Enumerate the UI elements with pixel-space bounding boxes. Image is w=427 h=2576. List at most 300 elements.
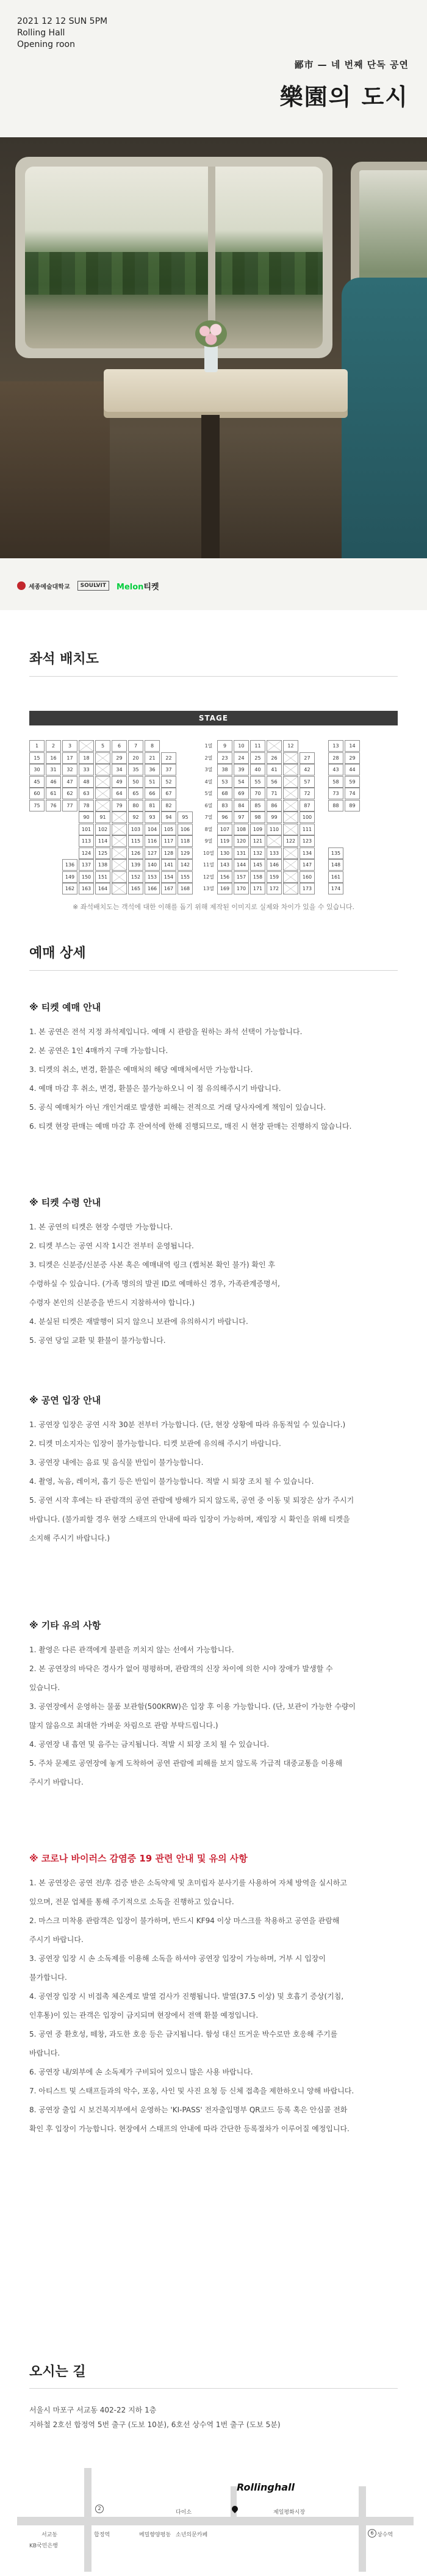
train-seat (342, 278, 427, 558)
seat[interactable]: 88 (328, 800, 343, 811)
row-label: 7열 (204, 815, 213, 820)
divider (29, 2388, 398, 2389)
seat[interactable]: 62 (62, 788, 77, 799)
aisle-cell (95, 752, 110, 764)
seat[interactable]: 161 (328, 871, 343, 883)
seat[interactable]: 59 (345, 776, 360, 788)
seat[interactable]: 110 (267, 824, 282, 835)
seat[interactable]: 31 (46, 764, 61, 775)
detail-heading: ※ 공연 입장 안내 (29, 1395, 101, 1406)
empty-cell (345, 883, 360, 894)
seat[interactable]: 109 (250, 824, 265, 835)
detail-heading: ※ 코로나 바이러스 감염증 19 관련 안내 및 유의 사항 (29, 1853, 248, 1864)
aisle-cell (79, 740, 94, 752)
empty-cell (345, 835, 360, 847)
aisle-cell (267, 835, 282, 847)
detail-line: 4. 공연장 내 흡연 및 음주는 금지됩니다. 적발 시 퇴장 조치 될 수 있습니다. (29, 1740, 270, 1749)
seat[interactable]: 77 (62, 800, 77, 811)
seat[interactable]: 90 (79, 811, 94, 823)
detail-line: 2. 본 공연장의 바닥은 경사가 없어 평평하며, 관람객의 신장 차이에 의한 시야 장애가 발생할 수 (29, 1664, 333, 1673)
seat[interactable]: 106 (178, 824, 193, 835)
seat[interactable]: 68 (217, 788, 232, 799)
detail-line: 3. 공연장 내에는 음료 및 음식물 반입이 불가능합니다. (29, 1458, 204, 1467)
detail-line: 수령하실 수 있습니다. (가족 명의의 발권 ID로 예매하신 경우, 가족관계증명서, (29, 1279, 280, 1288)
seat[interactable]: 117 (161, 835, 176, 847)
seat[interactable]: 52 (161, 776, 176, 788)
seat[interactable]: 91 (95, 811, 110, 823)
seat[interactable]: 22 (161, 752, 176, 764)
seat[interactable]: 111 (300, 824, 315, 835)
empty-cell (62, 835, 77, 847)
empty-cell (29, 847, 45, 859)
seat[interactable]: 138 (95, 859, 110, 871)
map-label: 소년의문카페 (176, 2532, 208, 2538)
seat[interactable]: 121 (250, 835, 265, 847)
poster-info (17, 16, 107, 51)
empty-cell (62, 811, 77, 823)
seat[interactable]: 126 (128, 847, 143, 859)
seat[interactable]: 142 (178, 859, 193, 871)
seat[interactable]: 83 (217, 800, 232, 811)
seat[interactable]: 7 (128, 740, 143, 752)
seat[interactable]: 18 (79, 752, 94, 764)
detail-heading: ※ 기타 유의 사항 (29, 1620, 101, 1631)
seat[interactable]: 20 (128, 752, 143, 764)
seat[interactable]: 12 (283, 740, 298, 752)
seat[interactable]: 107 (217, 824, 232, 835)
map-label: 합정역 (94, 2532, 110, 2538)
detail-line: 1. 본 공연장은 공연 전/후 검증 받은 소독약제 및 초미립자 분사기를 사용하여 자체 방역을 실시하고 (29, 1879, 347, 1887)
subway-line-6-icon: 6 (368, 2529, 376, 2538)
empty-cell (46, 835, 61, 847)
empty-cell (345, 811, 360, 823)
seat[interactable]: 24 (234, 752, 249, 764)
seat[interactable]: 30 (29, 764, 45, 775)
seat[interactable]: 29 (112, 752, 127, 764)
poster-title: 樂園의 도시 (279, 83, 409, 110)
transit-line: 지하철 2호선 합정역 5번 출구 (도보 10분), 6호선 상수역 1번 출구 (도보 5분) (29, 2420, 281, 2429)
seat[interactable]: 118 (178, 835, 193, 847)
seat[interactable]: 135 (328, 847, 343, 859)
seat[interactable]: 81 (145, 800, 160, 811)
seat[interactable]: 41 (267, 764, 282, 775)
details-title: 예매 상세 (29, 946, 86, 961)
seat[interactable]: 69 (234, 788, 249, 799)
seat[interactable]: 65 (128, 788, 143, 799)
seat[interactable]: 145 (250, 859, 265, 871)
seat[interactable]: 148 (328, 859, 343, 871)
map-label: KB국민은행 (29, 2543, 58, 2549)
seat[interactable]: 104 (145, 824, 160, 835)
melon-ticket-logo: Melon티켓 (117, 582, 159, 592)
seat[interactable]: 60 (29, 788, 45, 799)
seat[interactable]: 50 (128, 776, 143, 788)
seat[interactable]: 5 (95, 740, 110, 752)
detail-line: 5. 공연 당일 교환 및 환불이 불가능합니다. (29, 1336, 166, 1345)
row-label: 12열 (203, 874, 214, 880)
detail-line: 2. 본 공연은 1인 4매까지 구매 가능합니다. (29, 1046, 168, 1055)
detail-line: 3. 공연장에서 운영하는 물품 보관함(500KRW)은 입장 후 이용 가능합니다. (단, 보관이 가능한 수량이 (29, 1702, 356, 1711)
seat[interactable]: 173 (300, 883, 315, 894)
detail-paragraph (29, 1874, 401, 2139)
detail-paragraph (29, 1218, 401, 1350)
detail-line: 6. 공연장 내/외부에 손 소독제가 구비되어 있으니 많은 사용 바랍니다. (29, 2068, 253, 2076)
seat[interactable]: 174 (328, 883, 343, 894)
seat-map (29, 711, 398, 894)
seat[interactable]: 89 (345, 800, 360, 811)
seat[interactable]: 54 (234, 776, 249, 788)
seat[interactable]: 122 (283, 835, 298, 847)
seat[interactable]: 71 (267, 788, 282, 799)
seat[interactable]: 27 (300, 752, 315, 764)
empty-cell (46, 847, 61, 859)
aisle-cell (112, 835, 127, 847)
seat[interactable]: 101 (79, 824, 94, 835)
seat[interactable]: 170 (234, 883, 249, 894)
detail-line: 2. 티켓 미소지자는 입장이 불가능합니다. 티켓 보관에 유의해 주시기 바랍니다. (29, 1439, 281, 1448)
seat[interactable]: 72 (300, 788, 315, 799)
map-label: 메밀향양평동 (139, 2532, 171, 2538)
seat[interactable]: 162 (62, 883, 77, 894)
empty-cell (46, 871, 61, 883)
seat[interactable]: 146 (267, 859, 282, 871)
empty-cell (62, 847, 77, 859)
row-label: 5열 (204, 791, 213, 796)
detail-line: 1. 촬영은 다른 관객에게 불편을 끼치지 않는 선에서 가능합니다. (29, 1646, 234, 1654)
seat[interactable]: 140 (145, 859, 160, 871)
seat[interactable]: 160 (300, 871, 315, 883)
row-label: 4열 (204, 779, 213, 785)
seat[interactable]: 70 (250, 788, 265, 799)
seat[interactable]: 149 (62, 871, 77, 883)
empty-cell (300, 740, 315, 752)
aisle-cell (283, 776, 298, 788)
seat[interactable]: 172 (267, 883, 282, 894)
divider (29, 676, 398, 677)
seat[interactable]: 134 (300, 847, 315, 859)
poster-venue: Rolling Hall (17, 28, 65, 38)
row-label: 11열 (203, 862, 214, 868)
detail-paragraph (29, 1641, 401, 1792)
aisle-cell (283, 883, 298, 894)
detail-line: 소지해 주시기 바랍니다.) (29, 1534, 110, 1542)
seat[interactable]: 6 (112, 740, 127, 752)
seat[interactable]: 23 (217, 752, 232, 764)
aisle-cell (283, 764, 298, 775)
directions-title: 오시는 길 (29, 2364, 86, 2380)
seat[interactable]: 57 (300, 776, 315, 788)
seat[interactable]: 44 (345, 764, 360, 775)
seat[interactable]: 66 (145, 788, 160, 799)
seat[interactable]: 155 (178, 871, 193, 883)
seat[interactable]: 36 (145, 764, 160, 775)
seat[interactable]: 102 (95, 824, 110, 835)
seat[interactable]: 166 (145, 883, 160, 894)
empty-cell (328, 811, 343, 823)
seat[interactable]: 1 (29, 740, 45, 752)
seat[interactable]: 125 (95, 847, 110, 859)
seat[interactable]: 13 (328, 740, 343, 752)
detail-line: 불가합니다. (29, 1973, 67, 1982)
side-road (84, 2468, 92, 2572)
detail-line: 주시기 바랍니다. (29, 1778, 84, 1786)
train-window-photo (0, 137, 427, 558)
seat[interactable]: 53 (217, 776, 232, 788)
poster-date: 2021 12 12 SUN 5PM (17, 16, 108, 26)
detail-line: 있습니다. (29, 1683, 60, 1692)
empty-cell (46, 811, 61, 823)
row-label: 9열 (204, 838, 213, 844)
seat[interactable]: 119 (217, 835, 232, 847)
aisle-cell (112, 847, 127, 859)
seat[interactable]: 46 (46, 776, 61, 788)
seat[interactable]: 123 (300, 835, 315, 847)
seat[interactable]: 114 (95, 835, 110, 847)
seat[interactable]: 108 (234, 824, 249, 835)
seat[interactable]: 64 (112, 788, 127, 799)
seat[interactable]: 87 (300, 800, 315, 811)
seat[interactable]: 120 (234, 835, 249, 847)
detail-line: 바랍니다. (불가피할 경우 현장 스태프의 안내에 따라 입장이 가능하며, 재입장 시 확인을 위해 티켓을 (29, 1515, 350, 1524)
seat[interactable]: 10 (234, 740, 249, 752)
detail-line: 5. 공식 예매처가 아닌 개인거래로 발생한 피해는 전적으로 거래 당사자에게 책임이 있습니다. (29, 1103, 326, 1112)
empty-cell (29, 871, 45, 883)
empty-cell (29, 824, 45, 835)
seat[interactable]: 35 (128, 764, 143, 775)
detail-line: 3. 티켓의 취소, 변경, 환불은 예매처의 해당 예매처에서만 가능합니다. (29, 1065, 253, 1074)
seat[interactable]: 154 (161, 871, 176, 883)
empty-cell (62, 824, 77, 835)
seat[interactable]: 127 (145, 847, 160, 859)
seat[interactable]: 136 (62, 859, 77, 871)
detail-line: 8. 공연장 출입 시 보건복지부에서 운영하는 'KI-PASS' 전자출입명부 QR코드 등록 혹은 안심콜 전화 (29, 2106, 348, 2114)
empty-cell (29, 811, 45, 823)
detail-line: 많지 않음으로 최대한 가벼운 차림으로 관람 부탁드립니다.) (29, 1721, 218, 1730)
seat[interactable]: 150 (79, 871, 94, 883)
empty-cell (29, 835, 45, 847)
row-label: 8열 (204, 826, 213, 832)
seat[interactable]: 169 (217, 883, 232, 894)
divider (29, 970, 398, 971)
detail-line: 있으며, 전문 업체를 통해 주기적으로 소독을 진행하고 있습니다. (29, 1898, 234, 1906)
seat[interactable]: 143 (217, 859, 232, 871)
aisle-cell (112, 871, 127, 883)
seat[interactable]: 93 (145, 811, 160, 823)
aisle-cell (283, 871, 298, 883)
aisle-cell (267, 740, 282, 752)
seat[interactable]: 137 (79, 859, 94, 871)
empty-cell (345, 847, 360, 859)
seat[interactable]: 43 (328, 764, 343, 775)
seat[interactable]: 147 (300, 859, 315, 871)
detail-line: 7. 아티스트 및 스태프들과의 악수, 포옹, 사인 및 사진 요청 등 신체 접촉을 제한하오니 양해 바랍니다. (29, 2087, 354, 2095)
aisle-cell (283, 811, 298, 823)
seat[interactable]: 86 (267, 800, 282, 811)
seat[interactable]: 32 (62, 764, 77, 775)
seat[interactable]: 92 (128, 811, 143, 823)
seat[interactable]: 84 (234, 800, 249, 811)
empty-cell (29, 883, 45, 894)
seat[interactable]: 38 (217, 764, 232, 775)
seat[interactable]: 151 (95, 871, 110, 883)
detail-line: 인후통)이 있는 관객은 입장이 금지되며 현장에서 전액 환불 예정입니다. (29, 2011, 259, 2020)
seat[interactable]: 74 (345, 788, 360, 799)
seat[interactable]: 171 (250, 883, 265, 894)
aisle-cell (112, 824, 127, 835)
detail-line: 주시기 바랍니다. (29, 1935, 84, 1944)
seat[interactable]: 25 (250, 752, 265, 764)
seat[interactable]: 95 (178, 811, 193, 823)
seat[interactable]: 131 (234, 847, 249, 859)
aisle-cell (283, 847, 298, 859)
seat[interactable]: 153 (145, 871, 160, 883)
sejong-mark-icon (17, 581, 26, 590)
seat[interactable]: 78 (79, 800, 94, 811)
detail-line: 6. 티켓 현장 판매는 예매 마감 후 잔여석에 한해 진행되므로, 매진 시 현장 판매는 진행하지 않습니다. (29, 1122, 352, 1131)
aisle-cell (112, 883, 127, 894)
seat[interactable]: 130 (217, 847, 232, 859)
seat[interactable]: 9 (217, 740, 232, 752)
detail-line: 1. 본 공연은 전석 지정 좌석제입니다. 예매 시 관람을 원하는 좌석 선택이 가능합니다. (29, 1027, 303, 1036)
seat[interactable]: 3 (62, 740, 77, 752)
seat[interactable]: 164 (95, 883, 110, 894)
seat[interactable]: 58 (328, 776, 343, 788)
seat[interactable]: 33 (79, 764, 94, 775)
seat[interactable]: 132 (250, 847, 265, 859)
seat[interactable]: 11 (250, 740, 265, 752)
seat[interactable]: 99 (267, 811, 282, 823)
seat[interactable]: 14 (345, 740, 360, 752)
detail-line: 1. 공연장 입장은 공연 시작 30분 전부터 가능합니다. (단, 현장 상황에 따라 유동적일 수 있습니다.) (29, 1420, 346, 1429)
map-label: 서교동 (41, 2532, 58, 2538)
seat[interactable]: 152 (128, 871, 143, 883)
venue-map (17, 2468, 414, 2572)
seat[interactable]: 133 (267, 847, 282, 859)
detail-line: 5. 공연 시작 후에는 타 관람객의 공연 관람에 방해가 되지 않도록, 공연 중 이동 및 퇴장은 삼가 주시기 (29, 1496, 354, 1505)
seat[interactable]: 124 (79, 847, 94, 859)
seat[interactable]: 63 (79, 788, 94, 799)
seat[interactable]: 115 (128, 835, 143, 847)
detail-line: 확인 후 입장이 가능합니다. 현장에서 스태프의 안내에 따라 간단한 등록절차가 이루어질 예정입니다. (29, 2124, 350, 2133)
seat[interactable]: 67 (161, 788, 176, 799)
seat[interactable]: 158 (250, 871, 265, 883)
seat[interactable]: 45 (29, 776, 45, 788)
seat[interactable]: 76 (46, 800, 61, 811)
detail-heading: ※ 티켓 수령 안내 (29, 1197, 101, 1208)
seat[interactable]: 116 (145, 835, 160, 847)
seat[interactable]: 26 (267, 752, 282, 764)
empty-cell (328, 824, 343, 835)
aisle-cell (283, 800, 298, 811)
seat[interactable]: 163 (79, 883, 94, 894)
poster-room: Opening roon (17, 40, 75, 49)
detail-line: 2. 티켓 부스는 공연 시작 1시간 전부터 운영됩니다. (29, 1242, 194, 1250)
map-label: 제일평화시장 (273, 2509, 306, 2516)
seat[interactable]: 105 (161, 824, 176, 835)
seat-map-note: ※ 좌석배치도는 객석에 대한 이해를 돕기 위해 제작된 이미지로 실제와 차이가 있을 수 있습니다. (73, 903, 354, 911)
seat[interactable]: 157 (234, 871, 249, 883)
seat[interactable]: 73 (328, 788, 343, 799)
seat[interactable]: 141 (161, 859, 176, 871)
subway-line-2-icon: 2 (95, 2505, 104, 2513)
seat[interactable]: 28 (328, 752, 343, 764)
empty-cell (46, 883, 61, 894)
seat[interactable]: 80 (128, 800, 143, 811)
sponsor-logos (17, 578, 159, 593)
seat[interactable]: 156 (217, 871, 232, 883)
seat[interactable]: 29 (345, 752, 360, 764)
seat[interactable]: 34 (112, 764, 127, 775)
empty-cell (328, 835, 343, 847)
detail-line: 5. 주차 문제로 공연장에 놓게 도착하여 공연 관람에 피해를 보지 않도록 가급적 대중교통을 이용해 (29, 1759, 343, 1768)
seat[interactable]: 16 (46, 752, 61, 764)
seat[interactable]: 129 (178, 847, 193, 859)
seat[interactable]: 8 (145, 740, 160, 752)
poster-subtitle: 鄙市 — 네 번째 단독 공연 (294, 59, 409, 70)
empty-cell (345, 871, 360, 883)
seat[interactable]: 85 (250, 800, 265, 811)
seat[interactable]: 51 (145, 776, 160, 788)
seat[interactable]: 103 (128, 824, 143, 835)
empty-cell (345, 824, 360, 835)
main-road (17, 2517, 414, 2525)
seat[interactable]: 56 (267, 776, 282, 788)
seat[interactable]: 55 (250, 776, 265, 788)
seat[interactable]: 48 (79, 776, 94, 788)
seat[interactable]: 61 (46, 788, 61, 799)
seat[interactable]: 49 (112, 776, 127, 788)
empty-cell (29, 859, 45, 871)
empty-cell (46, 859, 61, 871)
seat[interactable]: 159 (267, 871, 282, 883)
row-label: 3열 (204, 767, 213, 772)
row-label: 10열 (203, 850, 214, 856)
seat[interactable]: 144 (234, 859, 249, 871)
detail-line: 2. 마스크 미착용 관람객은 입장이 불가하며, 반드시 KF94 이상 마스크를 착용하고 공연을 관람해 (29, 1916, 340, 1925)
seat[interactable]: 96 (217, 811, 232, 823)
detail-line: 3. 티켓은 신분증/신분증 사본 혹은 예매내역 링크 (캡처본 확인 불가) 확인 후 (29, 1261, 275, 1269)
seat[interactable]: 139 (128, 859, 143, 871)
seat[interactable]: 42 (300, 764, 315, 775)
seat[interactable]: 97 (234, 811, 249, 823)
seat[interactable]: 75 (29, 800, 45, 811)
seat[interactable]: 79 (112, 800, 127, 811)
seat[interactable]: 128 (161, 847, 176, 859)
seat[interactable]: 47 (62, 776, 77, 788)
seat[interactable]: 94 (161, 811, 176, 823)
seat[interactable]: 113 (79, 835, 94, 847)
seat[interactable]: 39 (234, 764, 249, 775)
detail-line: 4. 예매 마감 후 취소, 변경, 환불은 불가능하오니 이 점 유의해주시기 바랍니다. (29, 1084, 281, 1093)
seat[interactable]: 165 (128, 883, 143, 894)
row-label: 6열 (204, 802, 213, 808)
seat[interactable]: 40 (250, 764, 265, 775)
seat[interactable]: 15 (29, 752, 45, 764)
seat[interactable]: 37 (161, 764, 176, 775)
seat[interactable]: 100 (300, 811, 315, 823)
detail-paragraph (29, 1023, 401, 1136)
detail-line: 4. 공연장 입장 시 비접촉 체온계로 발열 검사가 진행됩니다. 발열(37.5 이상) 및 호흡기 증상(기침, (29, 1992, 344, 2001)
seat[interactable]: 168 (178, 883, 193, 894)
seat[interactable]: 98 (250, 811, 265, 823)
seat[interactable]: 167 (161, 883, 176, 894)
seat[interactable]: 17 (62, 752, 77, 764)
aisle-cell (283, 752, 298, 764)
seat[interactable]: 2 (46, 740, 61, 752)
seat[interactable]: 82 (161, 800, 176, 811)
aisle-cell (95, 764, 110, 775)
seat[interactable]: 21 (145, 752, 160, 764)
